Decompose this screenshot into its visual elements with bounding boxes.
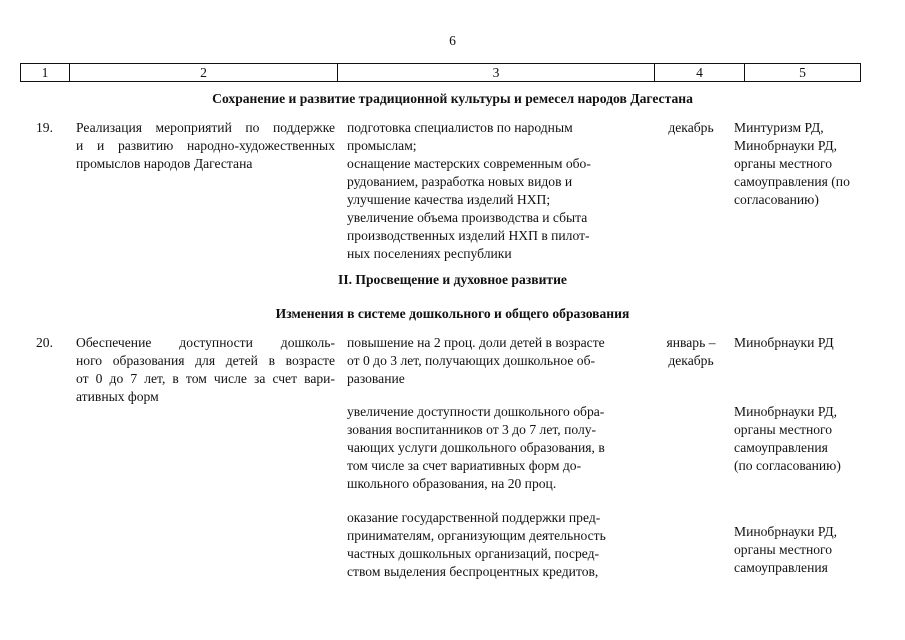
result-cell (347, 119, 647, 263)
table-row-19 (0, 119, 905, 269)
measure-line: промыслов народов Дагестана (76, 156, 253, 171)
result-line: чающих услуги дошкольного образования, в (347, 440, 605, 455)
executor-cell (734, 334, 879, 352)
result-line: повышение на 2 проц. доли детей в возрасте (347, 335, 605, 350)
measure-line: от 0 до 7 лет, в том числе за счет вари- (76, 371, 335, 386)
page-number: 6 (449, 33, 456, 48)
measure-line: Реализация мероприятий по поддержке (76, 120, 335, 135)
heading-section-2: II. Просвещение и духовное развитие (338, 272, 567, 287)
executor-cell (734, 523, 879, 577)
column-number-5: 5 (745, 64, 861, 81)
column-number-2: 2 (70, 64, 338, 81)
result-line: рудованием, разработка новых видов и (347, 174, 573, 189)
heading-preschool: Изменения в системе дошкольного и общего образования (275, 306, 630, 321)
measure-line: ативных форм (76, 389, 159, 404)
result-line: том числе за счет вариативных форм до- (347, 458, 582, 473)
result-line: подготовка специалистов по народным (347, 120, 573, 135)
result-cell (347, 334, 647, 388)
result-line: оснащение мастерских современным обо- (347, 156, 591, 171)
row-number: 20. (36, 335, 53, 350)
executor-cell (734, 403, 879, 475)
column-number-1: 1 (20, 64, 70, 81)
term-cell (657, 334, 725, 370)
result-line: от 0 до 3 лет, получающих дошкольное об- (347, 353, 596, 368)
executor-line: органы местного (734, 422, 833, 437)
term-line: декабрь (668, 353, 714, 368)
executor-line: органы местного (734, 542, 833, 557)
executor-cell (734, 119, 879, 209)
measure-line: Обеспечение доступности дошколь- (76, 335, 335, 350)
executor-line: органы местного (734, 156, 833, 171)
executor-line: Минобрнауки РД, (734, 404, 838, 419)
result-line: промыслам; (347, 138, 417, 153)
table-row-20 (0, 334, 905, 634)
result-line: школьного образования, на 20 проц. (347, 476, 557, 491)
result-line: ством выделения беспроцентных кредитов, (347, 564, 599, 579)
result-line: увеличение объема производства и сбыта (347, 210, 588, 225)
table-column-numbers (20, 63, 861, 82)
row-number: 19. (36, 120, 53, 135)
result-line: производственных изделий НХП в пилот- (347, 228, 590, 243)
measure-cell (76, 334, 335, 406)
executor-line: Минобрнауки РД, (734, 138, 838, 153)
executor-line: Минобрнауки РД (734, 335, 834, 350)
column-number-4: 4 (655, 64, 745, 81)
result-cell (347, 509, 647, 581)
executor-line: самоуправления (по (734, 174, 850, 189)
term-cell: декабрь (668, 120, 714, 135)
result-line: увеличение доступности дошкольного обра- (347, 404, 605, 419)
executor-line: самоуправления (734, 560, 828, 575)
result-line: оказание государственной поддержки пред- (347, 510, 601, 525)
result-line: разование (347, 371, 405, 386)
result-line: улучшение качества изделий НХП; (347, 192, 551, 207)
executor-line: самоуправления (734, 440, 828, 455)
measure-cell (76, 119, 335, 173)
result-line: принимателям, организующим деятельность (347, 528, 606, 543)
executor-line: (по согласованию) (734, 458, 841, 473)
executor-line: Минтуризм РД, (734, 120, 824, 135)
term-line: январь – (666, 335, 716, 350)
result-line: ных поселениях республики (347, 246, 512, 261)
executor-line: согласованию) (734, 192, 819, 207)
measure-line: ного образования для детей в возрасте (76, 353, 335, 368)
column-number-3: 3 (338, 64, 655, 81)
result-cell (347, 403, 647, 493)
heading-crafts: Сохранение и развитие традиционной культуры и ремесел народов Дагестана (212, 91, 693, 106)
result-line: частных дошкольных организаций, посред- (347, 546, 600, 561)
executor-line: Минобрнауки РД, (734, 524, 838, 539)
measure-line: и и развитию народно-художественных (76, 138, 335, 153)
result-line: зования воспитанников от 3 до 7 лет, полу- (347, 422, 597, 437)
